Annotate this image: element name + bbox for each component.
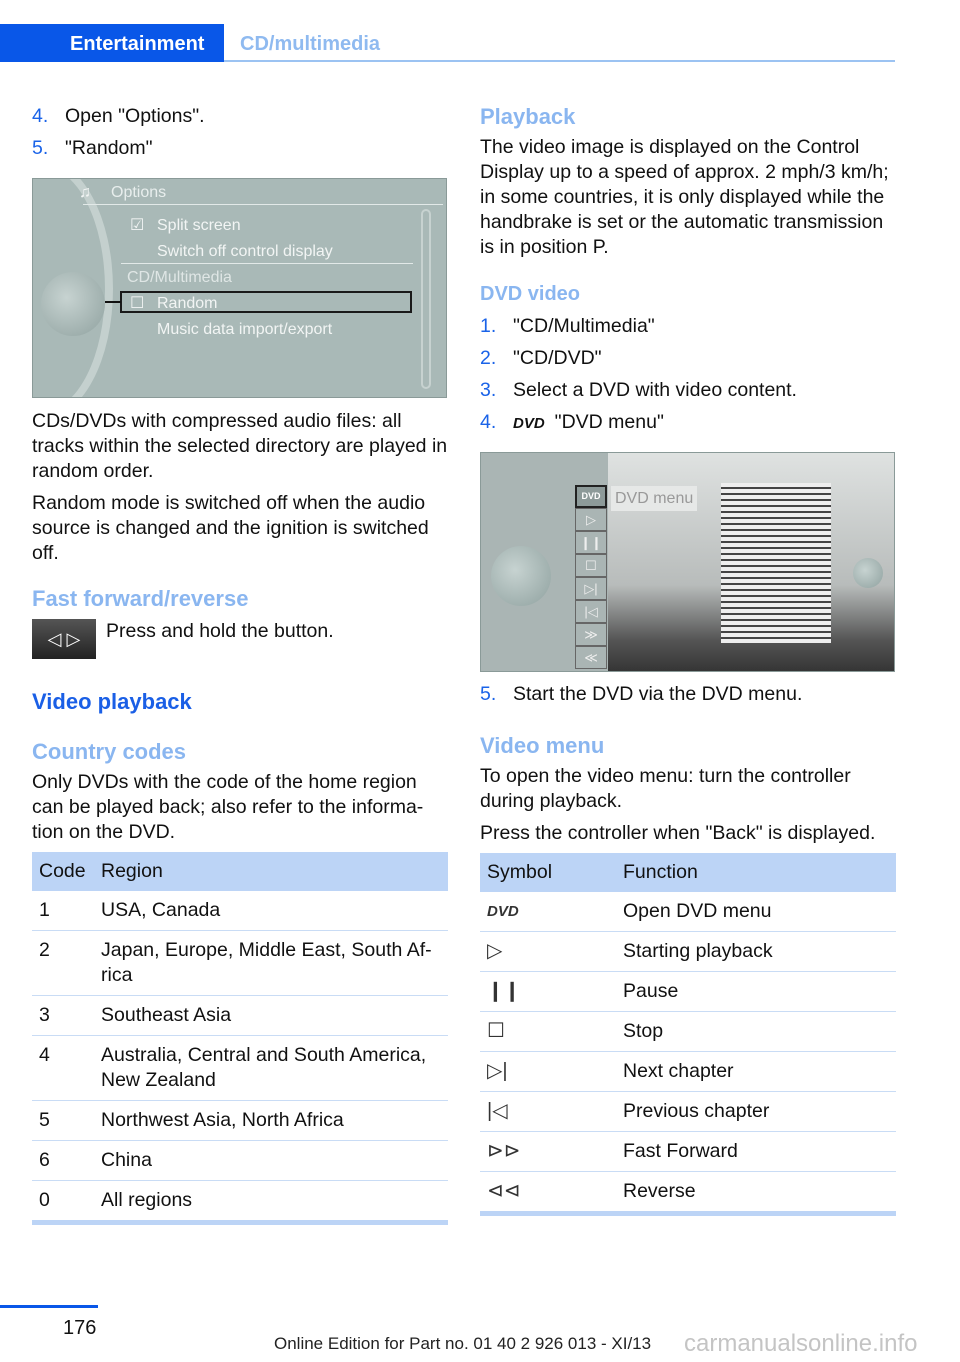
cell: 2: [32, 931, 94, 996]
cell: Southeast Asia: [94, 996, 448, 1036]
scrollbar: [421, 209, 431, 389]
heading-video-playback: Video playback: [32, 689, 192, 714]
footer-accent-line: [0, 1305, 98, 1308]
cell: Northwest Asia, North Africa: [94, 1101, 448, 1141]
tab-entertainment[interactable]: Entertainment: [0, 24, 224, 62]
play-icon: ▷: [480, 932, 616, 972]
building-image: [721, 483, 831, 643]
pause-icon: ❙❙: [480, 972, 616, 1012]
table-row: [32, 996, 448, 1036]
step-text: Select a DVD with video content.: [513, 379, 797, 401]
column-header: Symbol: [480, 853, 616, 892]
checkbox-icon: ☐: [130, 295, 145, 312]
previous-chapter-icon: |◁: [480, 1092, 616, 1132]
video-menu-table: [480, 853, 896, 1216]
seek-buttons-icon: ◁ ▷: [32, 619, 96, 659]
table-row: [480, 892, 896, 932]
cell: Japan, Europe, Middle East, South Af‐rica: [94, 931, 448, 996]
step-number: 2.: [480, 347, 497, 369]
step-text: "Random": [65, 137, 153, 159]
dvd-logo-icon: DVD: [513, 415, 545, 432]
column-header: Function: [616, 853, 896, 892]
controller-knob: [41, 272, 105, 336]
divider: [121, 263, 413, 264]
step-number: 5.: [480, 683, 497, 705]
step-number: 3.: [480, 379, 497, 401]
table-row: [32, 1101, 448, 1141]
reverse-icon: ≪: [575, 646, 607, 669]
fast-forward-icon: ⊳⊳: [480, 1132, 616, 1172]
table-row: [32, 931, 448, 996]
cell: Reverse: [616, 1172, 896, 1214]
step-text: "CD/DVD": [513, 347, 602, 369]
cell: Starting playback: [616, 932, 896, 972]
reverse-icon: ⊲⊲: [480, 1172, 616, 1214]
cell: USA, Canada: [94, 891, 448, 931]
cell: 4: [32, 1036, 94, 1101]
pointer-line: [105, 301, 121, 303]
cell: Fast Forward: [616, 1132, 896, 1172]
step-text: Open "Options".: [65, 105, 205, 127]
step-number: 1.: [480, 315, 497, 337]
step-number: 4.: [480, 411, 497, 433]
play-icon: ▷: [575, 508, 607, 531]
step-text: "DVD menu": [554, 411, 664, 433]
tab-cd-multimedia[interactable]: CD/multimedia: [240, 33, 381, 55]
table-row: [480, 1012, 896, 1052]
country-codes-table: [32, 852, 448, 1225]
step: [480, 410, 896, 436]
pause-icon: ❙❙: [575, 531, 607, 554]
cell: 6: [32, 1141, 94, 1181]
fast-forward-text: Press and hold the button.: [106, 620, 334, 642]
step: [480, 682, 896, 707]
page-number: 176: [63, 1317, 97, 1339]
menu-item-split-screen: Split screen: [157, 217, 241, 234]
menu-item-music-import: Music data import/export: [157, 321, 333, 338]
fast-forward-icon: ≫: [575, 623, 607, 646]
cell: Previous chapter: [616, 1092, 896, 1132]
video-menu-buttons: [575, 485, 607, 672]
table-header: [32, 852, 448, 891]
next-chapter-icon: ▷|: [575, 577, 607, 600]
menu-item-switch-off: Switch off control display: [157, 243, 333, 260]
column-header: Code: [32, 852, 94, 891]
step-text: "CD/Multimedia": [513, 315, 655, 337]
step-text: Start the DVD via the DVD menu.: [513, 683, 803, 705]
paragraph: The video image is displayed on the Control Display up to a speed of approx. 2 mph/3 km/h; in some countries, it is only displayed while the handbrake is set or the automatic transmission is in position P.: [480, 136, 889, 258]
step-number: 4.: [32, 105, 49, 127]
options-screenshot: [32, 178, 447, 398]
table-row: [480, 1132, 896, 1172]
table-row: [480, 1172, 896, 1214]
next-chapter-icon: ▷|: [480, 1052, 616, 1092]
controller-knob: [491, 546, 551, 606]
heading-playback: Playback: [480, 104, 576, 129]
column-header: Region: [94, 852, 448, 891]
table-header: [480, 853, 896, 892]
fast-forward-row: [32, 619, 448, 659]
table-row: [480, 1092, 896, 1132]
dvd-icon: DVD: [480, 892, 616, 932]
cell: 5: [32, 1101, 94, 1141]
step: [32, 136, 448, 161]
paragraph: Random mode is switched off when the audio source is changed and the ignition is switched off.: [32, 492, 429, 564]
table-row: [32, 891, 448, 931]
cell: 3: [32, 996, 94, 1036]
left-column: [32, 104, 448, 1225]
options-icon: ♫: [79, 184, 91, 201]
heading-dvd-video: DVD video: [480, 283, 581, 305]
watermark: carmanualsonline.info: [684, 1330, 918, 1357]
paragraph: Only DVDs with the code of the home region can be played back; also refer to the informa‐tion on the DVD.: [32, 771, 424, 843]
cell: China: [94, 1141, 448, 1181]
dvd-menu-label: DVD menu: [611, 486, 697, 511]
step: [32, 104, 448, 129]
table-row: [480, 972, 896, 1012]
table-row: [32, 1181, 448, 1223]
cell: 1: [32, 891, 94, 931]
stop-icon: ☐: [575, 554, 607, 577]
cell: Australia, Central and South America, New Zealand: [94, 1036, 448, 1101]
controller-knob-right: [853, 558, 883, 588]
table-row: [480, 932, 896, 972]
dvd-menu-screenshot: [480, 452, 895, 672]
paragraph: To open the video menu: turn the controller during playback.: [480, 765, 851, 812]
options-title: Options: [111, 184, 167, 201]
checkbox-checked-icon: ☑: [130, 217, 145, 234]
cell: All regions: [94, 1181, 448, 1223]
divider: [83, 204, 443, 205]
paragraph: Press the controller when "Back" is displayed.: [480, 822, 876, 844]
table-row: [480, 1052, 896, 1092]
dvd-icon: DVD: [575, 485, 607, 508]
section-label: CD/Multimedia: [127, 269, 232, 286]
previous-chapter-icon: |◁: [575, 600, 607, 623]
step: [480, 346, 896, 371]
edition-note: Online Edition for Part no. 01 40 2 926 013 - XI/13: [274, 1334, 652, 1353]
heading-country-codes: Country codes: [32, 739, 187, 764]
cell: 0: [32, 1181, 94, 1223]
step: [480, 314, 896, 339]
header-divider: [224, 60, 895, 62]
heading-fast-forward: Fast forward/reverse: [32, 586, 249, 611]
cell: Open DVD menu: [616, 892, 896, 932]
table-row: [32, 1141, 448, 1181]
cell: Next chapter: [616, 1052, 896, 1092]
paragraph: CDs/DVDs with compressed audio files: all tracks within the selected directory are played in random order.: [32, 410, 448, 482]
menu-item-random: Random: [157, 295, 218, 312]
heading-video-menu: Video menu: [480, 733, 605, 758]
step-number: 5.: [32, 137, 49, 159]
table-row: [32, 1036, 448, 1101]
cell: Pause: [616, 972, 896, 1012]
cell: Stop: [616, 1012, 896, 1052]
right-column: [480, 104, 896, 1216]
step: [480, 378, 896, 403]
stop-icon: ☐: [480, 1012, 616, 1052]
